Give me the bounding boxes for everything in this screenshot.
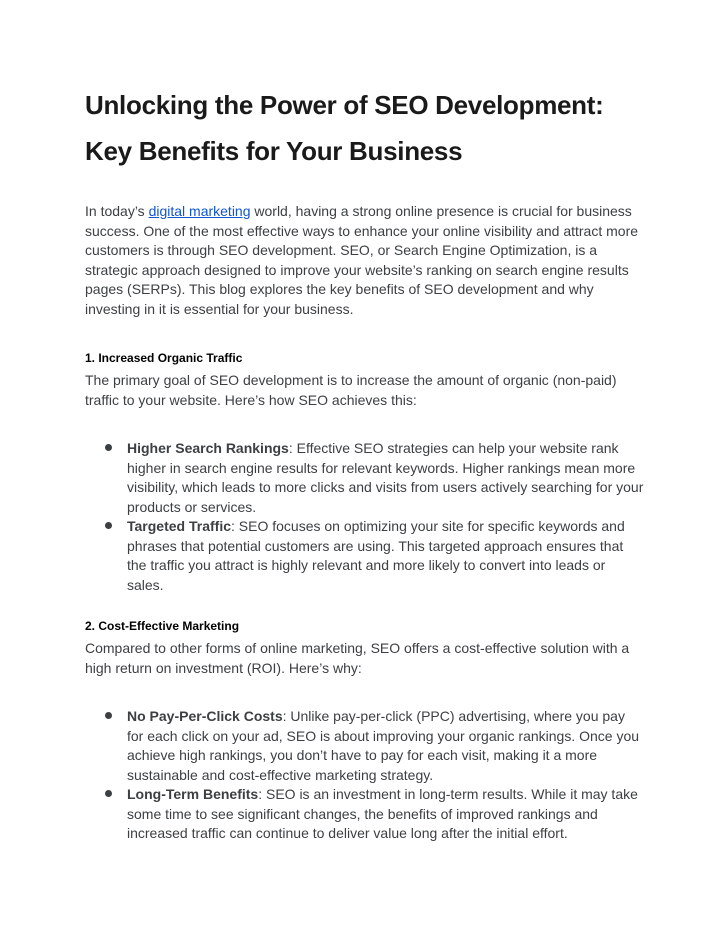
bullet-dot-icon	[105, 444, 112, 451]
bullet-list-cost-effective	[85, 707, 645, 844]
bullet-title: Targeted Traffic	[127, 518, 231, 534]
digital-marketing-link[interactable]: digital marketing	[148, 203, 251, 219]
page-title	[85, 82, 645, 174]
bullet-title: Long-Term Benefits	[127, 786, 259, 802]
title-line-2: Key Benefits for Your Business	[85, 136, 463, 166]
section-heading-cost-effective: 2. Cost-Effective Marketing	[85, 619, 240, 633]
intro-text-start: In today’s	[85, 203, 149, 219]
section-text-organic-traffic: The primary goal of SEO development is to increase the amount of organic (non-paid) traffic to your website. Here’s how SEO achieves this:	[85, 372, 617, 408]
bullet-dot-icon	[105, 522, 112, 529]
list-item	[85, 707, 645, 785]
list-item	[85, 785, 645, 844]
list-item	[85, 439, 645, 517]
bullet-dot-icon	[105, 712, 112, 719]
bullet-dot-icon	[105, 790, 112, 797]
bullet-text: : Unlike pay-per-click (PPC) advertising, where you pay for each click on your ad, SEO is about improving your organic rankings. Once you achieve high rankings, you don’t have to pay for each visit, making it a more sustainable and cost-effective marketing strategy.	[127, 708, 640, 783]
bullet-text: : SEO focuses on optimizing your site for specific keywords and phrases that potential customers are using. This targeted approach ensures that the traffic you attract is highly relevant and more likely to convert into leads or sales.	[127, 518, 625, 593]
bullet-title: Higher Search Rankings	[127, 440, 289, 456]
bullet-list-organic-traffic	[85, 439, 645, 595]
title-line-1: Unlocking the Power of SEO Development:	[85, 90, 604, 120]
section-text-cost-effective: Compared to other forms of online marketing, SEO offers a cost-effective solution with a high return on investment (ROI). Here’s why:	[85, 640, 630, 676]
bullet-text: : Effective SEO strategies can help your website rank higher in search engine results for relevant keywords. Higher rankings mean more visibility, which leads to more clicks and visits from users actively searching for your products or services.	[127, 440, 644, 515]
section-heading-organic-traffic: 1. Increased Organic Traffic	[85, 351, 243, 365]
list-item	[85, 517, 645, 595]
bullet-text: : SEO is an investment in long-term results. While it may take some time to see significant changes, the benefits of improved rankings and increased traffic can continue to deliver value long after the initial effort.	[127, 786, 638, 841]
intro-text-end: world, having a strong online presence is crucial for business success. One of the most effective ways to enhance your online visibility and attract more customers is through SEO development. SEO, or Search Engine Optimization, is a strategic approach designed to improve your website’s ranking on search engine results pages (SERPs). This blog explores the key benefits of SEO development and why investing in it is essential for your business.	[85, 203, 639, 317]
bullet-title: No Pay-Per-Click Costs	[127, 708, 283, 724]
document-page	[85, 82, 645, 844]
intro-paragraph	[85, 202, 645, 319]
